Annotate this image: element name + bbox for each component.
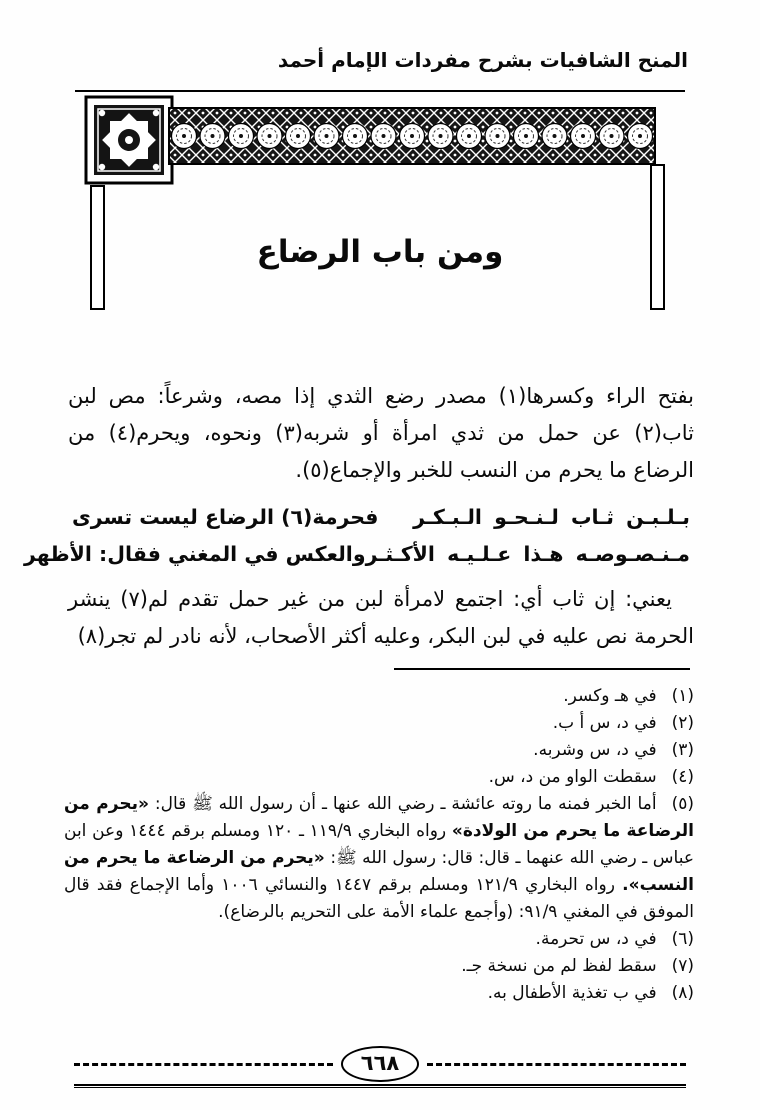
footnote-6 <box>64 926 694 953</box>
footnote-7 <box>64 953 694 980</box>
poem-line-2-right: مـنـصـوصـه هـذا عـلـيـه الأكـثـر <box>365 542 690 566</box>
dashed-line-right <box>427 1063 686 1066</box>
footnotes-section <box>64 683 694 1007</box>
poem-line-1-left: فحرمة(٦) الرضاع ليست تسرى <box>72 505 379 529</box>
footer-ornament-row <box>74 1046 686 1082</box>
poem-line-2 <box>24 536 690 573</box>
footnote-number: (٣) <box>671 740 694 760</box>
footnote-text: في ب تغذية الأطفال به. <box>487 983 657 1003</box>
footnote-4 <box>64 764 694 791</box>
footnote-number: (٧) <box>671 956 694 976</box>
poem-block <box>24 499 690 573</box>
footnote-number: (٤) <box>671 767 694 787</box>
page-number-badge: ٦٦٨ <box>341 1046 419 1082</box>
body-text <box>24 378 694 655</box>
footnote-text: في د، س وشربه. <box>533 740 657 760</box>
ornament-band-icon <box>168 106 656 170</box>
footnote-8 <box>64 980 694 1007</box>
footnote-text: سقطت الواو من د، س. <box>488 767 657 787</box>
footnote-2 <box>64 710 694 737</box>
chapter-title: ومن باب الرضاع <box>256 234 504 270</box>
footnote-text: أما الخبر فمنه ما روته عائشة ـ رضي الله عنها ـ أن رسول الله ﷺ قال: <box>148 794 657 814</box>
footnote-text: في د، س تحرمة. <box>535 929 657 949</box>
footnote-number: (٥) <box>671 794 694 814</box>
poem-line-1-right: بـلـبـن ثـاب لـنـحـو الـبـكـر <box>413 505 690 529</box>
footnote-text: رواه البخاري ١٢١/٩ ومسلم برقم ١٤٤٧ والنسائي ١٠٠٦ وأما الإجماع فقد قال الموفق في المغني ٩١/٩: (وأجمع علماء الأمة على التحريم بالرضاع). <box>64 875 694 922</box>
body-paragraph-1: بفتح الراء وكسرها(١) مصدر رضع الثدي إذا مصه، وشرعاً: مص لبن ثاب(٢) عن حمل من ثدي امرأة أو شربه(٣) ونحوه، ويحرم(٤) من الرضاع ما يحرم من النسب للخبر والإجماع(٥). <box>68 384 694 482</box>
ornament-square-icon <box>84 95 174 189</box>
footnote-5 <box>64 791 694 926</box>
footnote-separator <box>394 668 690 670</box>
header-title: المنح الشافيات بشرح مفردات الإمام أحمد <box>277 48 688 72</box>
hadith-quote-1: «يحرم من الرضاعة ما يحرم من الولادة» <box>64 794 694 841</box>
header-rule <box>75 90 685 92</box>
footnote-text: سقط لفظ لم من نسخة جـ. <box>461 956 657 976</box>
poem-line-1 <box>72 499 690 536</box>
dashed-line-left <box>74 1063 333 1066</box>
footnote-text: رواه البخاري ١١٩/٩ ـ ١٢٠ ومسلم برقم ١٤٤٤ وعن ابن عباس ـ رضي الله عنهما ـ قال: قال: رسول الله ﷺ: <box>64 821 694 868</box>
footnote-text: في د، س أ ب. <box>552 713 657 733</box>
bottom-rule <box>74 1084 686 1088</box>
footnote-number: (٢) <box>671 713 694 733</box>
hadith-quote-2: «يحرم من الرضاعة ما يحرم من النسب». <box>64 848 695 895</box>
footnote-number: (٨) <box>671 983 694 1003</box>
footnote-1 <box>64 683 694 710</box>
footnote-text: في هـ وكسر. <box>563 686 657 706</box>
poem-line-2-left: والعكس في المغني فقال: الأظهر <box>24 542 366 566</box>
body-paragraph-2: يعني: إن ثاب أي: اجتمع لامرأة لبن من غير حمل تقدم لم(٧) ينشر الحرمة نص عليه في لبن البكر، وعليه أكثر الأصحاب، لأنه نادر لم تجر(٨) <box>68 587 694 648</box>
footnote-number: (١) <box>671 686 694 706</box>
footnote-number: (٦) <box>671 929 694 949</box>
footnote-3 <box>64 737 694 764</box>
